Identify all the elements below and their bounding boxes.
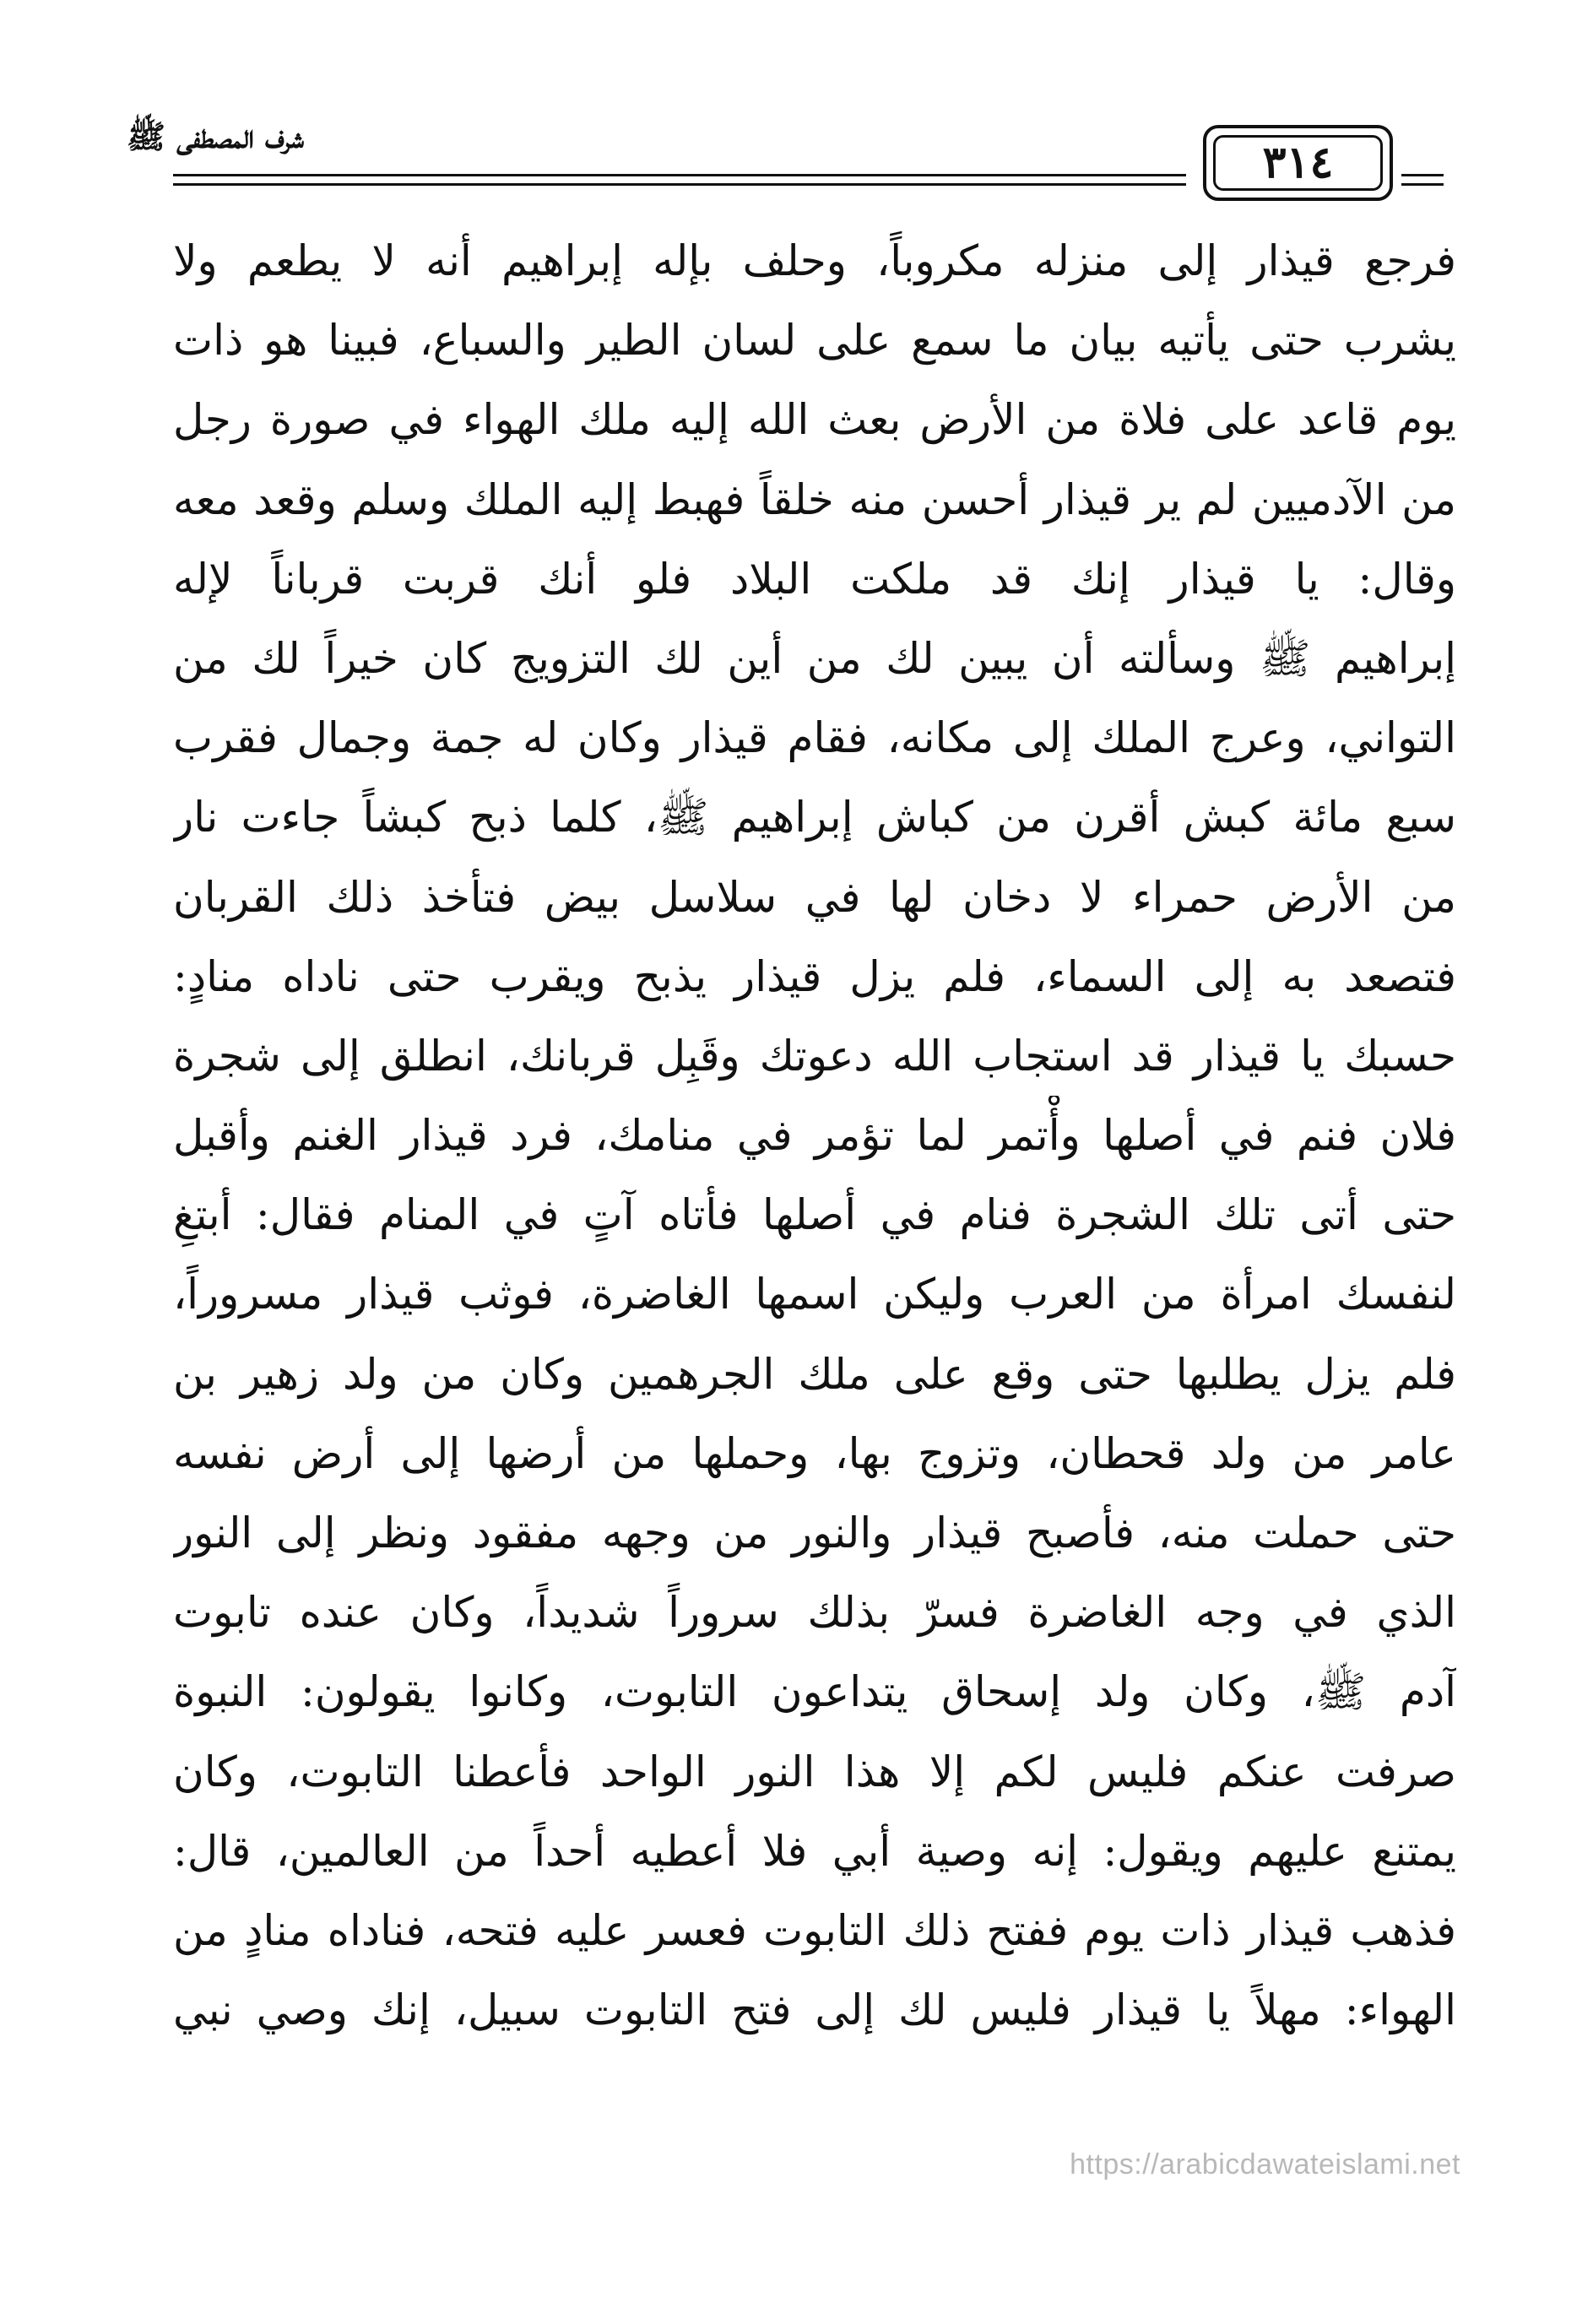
text-line: سبع مائة كبش أقرن من كباش إبراهيم ﷺ، كلما ذبح كبشاً جاءت نار xyxy=(173,793,1456,842)
text-line: يشرب حتى يأتيه بيان ما سمع على لسان الطير والسباع، فبينا هو ذات xyxy=(173,316,1456,366)
text-line: فتصعد به إلى السماء، فلم يزل قيذار يذبح ويقرب حتى ناداه منادٍ: xyxy=(173,951,1456,1001)
text-line: حسبك يا قيذار قد استجاب الله دعوتك وقَبِل قربانك، انطلق إلى شجرة xyxy=(173,1031,1456,1081)
text-line: فلان فنم في أصلها وأْتمر لما تؤمر في منامك، فرد قيذار الغنم وأقبل xyxy=(173,1111,1456,1161)
text-line: حتى أتى تلك الشجرة فنام في أصلها فأتاه آتٍ في المنام فقال: أبتغِ xyxy=(173,1190,1456,1240)
page-number-frame xyxy=(1203,125,1393,201)
text-line: الذي في وجه الغاضرة فسرّ بذلك سروراً شديداً، وكان عنده تابوت xyxy=(173,1588,1456,1638)
text-line: آدم ﷺ، وكان ولد إسحاق يتداعون التابوت، وكانوا يقولون: النبوة xyxy=(173,1667,1456,1717)
text-line: يوم قاعد على فلاة من الأرض بعث الله إليه ملك الهواء في صورة رجل xyxy=(173,395,1456,445)
header-double-rule xyxy=(173,174,1186,186)
text-line: حتى حملت منه، فأصبح قيذار والنور من وجهه مفقود ونظر إلى النور xyxy=(173,1509,1456,1557)
text-line: عامر من ولد قحطان، وتزوج بها، وحملها من أرضها إلى أرض نفسه xyxy=(173,1428,1456,1478)
text-line: التواني، وعرج الملك إلى مكانه، فقام قيذار وكان له جمة وجمال فقرب xyxy=(173,713,1456,763)
text-line: لنفسك امرأة من العرب وليكن اسمها الغاضرة، فوثب قيذار مسروراً، xyxy=(173,1270,1456,1319)
text-line: وقال: يا قيذار إنك قد ملكت البلاد فلو أنك قربت قرباناً لإله xyxy=(173,554,1456,604)
text-line: من الآدميين لم ير قيذار أحسن منه خلقاً فهبط إليه الملك وسلم وقعد معه xyxy=(173,474,1456,524)
text-line: فلم يزل يطلبها حتى وقع على ملك الجرهمين وكان من ولد زهير بن xyxy=(173,1349,1456,1399)
text-line: فرجع قيذار إلى منزله مكروباً، وحلف بإله إبراهيم أنه لا يطعم ولا xyxy=(173,236,1456,285)
running-header-title: شرف المصطفى ﷺ xyxy=(127,117,304,155)
text-line: فذهب قيذار ذات يوم ففتح ذلك التابوت فعسر عليه فتحه، فناداه منادٍ من xyxy=(173,1905,1456,1955)
text-line: يمتنع عليهم ويقول: إنه وصية أبي فلا أعطيه أحداً من العالمين، قال: xyxy=(173,1826,1456,1876)
header-double-rule-end xyxy=(1401,174,1444,186)
text-line: من الأرض حمراء لا دخان لها في سلاسل بيض فتأخذ ذلك القربان xyxy=(173,872,1456,922)
page-number: ٣١٤ xyxy=(1213,135,1383,191)
text-line: الهواء: مهلاً يا قيذار فليس لك إلى فتح التابوت سبيل، إنك وصي نبي xyxy=(173,1985,1456,2035)
text-line: صرفت عنكم فليس لكم إلا هذا النور الواحد فأعطنا التابوت، وكان xyxy=(173,1747,1456,1796)
body-text xyxy=(173,221,1456,2050)
text-line: إبراهيم ﷺ وسألته أن يبين لك من أين لك التزويج كان خيراً لك من xyxy=(173,633,1456,683)
source-watermark: https://arabicdawateislami.net xyxy=(1070,2148,1460,2180)
